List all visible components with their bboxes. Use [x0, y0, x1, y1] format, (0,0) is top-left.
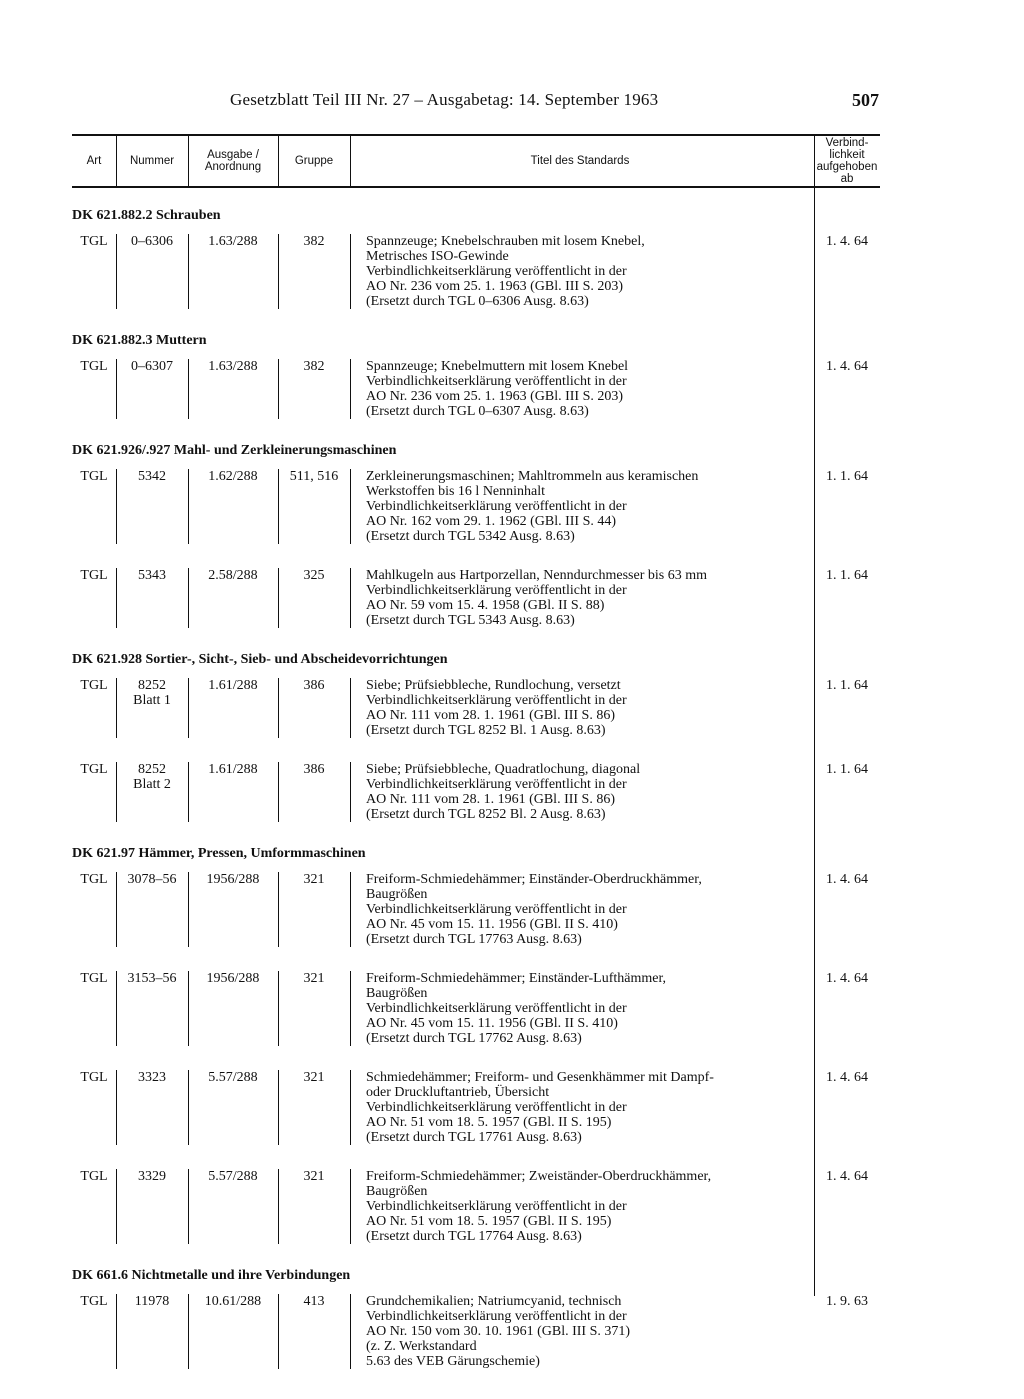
entry-titel: [366, 469, 806, 544]
entry-nummer: [116, 234, 188, 249]
column-rule: [188, 1169, 189, 1244]
entry-titel-line: AO Nr. 236 vom 25. 1. 1963 (GBl. III S. 203): [366, 279, 624, 294]
column-rule: [188, 1070, 189, 1145]
table-row: [72, 234, 880, 309]
column-rule: [350, 971, 351, 1046]
entry-nummer-line: 3323: [138, 1070, 166, 1085]
entry-gruppe: 511, 516: [289, 469, 339, 484]
entry-verbindlichkeit: 1. 4. 64: [826, 359, 868, 374]
entry-gruppe: 321: [303, 872, 325, 887]
entry-verbindlichkeit: 1. 4. 64: [826, 872, 868, 887]
entry-nummer: [116, 568, 188, 583]
entry-titel-line: Baugrößen: [366, 887, 428, 902]
entry-titel-line: Werkstoffen bis 16 l Nenninhalt: [366, 484, 546, 499]
entry-nummer: [116, 1070, 188, 1085]
entry-titel-line: Schmiedehämmer; Freiform- und Gesenkhämmer mit Dampf-: [366, 1070, 714, 1085]
column-rule: [116, 762, 117, 822]
col-gruppe: Gruppe: [294, 154, 334, 167]
entry-titel: [366, 234, 806, 309]
entry-nummer: [116, 678, 188, 708]
entry-titel-line: (Ersetzt durch TGL 0–6307 Ausg. 8.63): [366, 404, 589, 419]
table-row: [72, 1294, 880, 1369]
entry-titel-line: Grundchemikalien; Natriumcyanid, technisch: [366, 1294, 622, 1309]
entry-titel-line: Verbindlichkeitserklärung veröffentlicht in der: [366, 1199, 627, 1214]
column-rule: [278, 469, 279, 544]
entry-titel-line: (Ersetzt durch TGL 17761 Ausg. 8.63): [366, 1130, 582, 1145]
entry-titel-line: AO Nr. 59 vom 15. 4. 1958 (GBl. II S. 88): [366, 598, 605, 613]
column-rule: [350, 1169, 351, 1244]
entry-verbindlichkeit: 1. 4. 64: [826, 1169, 868, 1184]
entry-titel-line: AO Nr. 162 vom 29. 1. 1962 (GBl. III S. 44): [366, 514, 617, 529]
column-rule: [116, 234, 117, 309]
entry-ausgabe: 1.63/288: [208, 359, 258, 374]
column-rule: [350, 234, 351, 309]
column-rule: [350, 1294, 351, 1369]
entry-titel-line: (Ersetzt durch TGL 17763 Ausg. 8.63): [366, 932, 582, 947]
column-rule: [350, 359, 351, 419]
column-rule: [350, 872, 351, 947]
entry-titel-line: Zerkleinerungsmaschinen; Mahltrommeln aus keramischen: [366, 469, 699, 484]
entry-nummer-line: Blatt 1: [133, 693, 171, 708]
column-rule: [116, 359, 117, 419]
entry-art: TGL: [80, 762, 108, 777]
column-rule: [278, 762, 279, 822]
entry-gruppe: 386: [303, 762, 325, 777]
column-rule: [350, 1070, 351, 1145]
entry-titel-line: Spannzeuge; Knebelmuttern mit losem Knebel: [366, 359, 629, 374]
entry-titel-line: Siebe; Prüfsiebbleche, Rundlochung, versetzt: [366, 678, 621, 693]
entry-gruppe: 382: [303, 359, 325, 374]
entry-ausgabe: 2.58/288: [208, 568, 258, 583]
entry-titel: [366, 568, 806, 628]
column-rule: [188, 234, 189, 309]
entry-titel-line: Siebe; Prüfsiebbleche, Quadratlochung, diagonal: [366, 762, 641, 777]
column-rule: [116, 971, 117, 1046]
entry-titel-line: AO Nr. 150 vom 30. 10. 1961 (GBl. III S. 371): [366, 1324, 631, 1339]
entry-titel-line: Freiform-Schmiedehämmer; Zweiständer-Oberdruckhämmer,: [366, 1169, 712, 1184]
entry-nummer: [116, 359, 188, 374]
entry-titel-line: Freiform-Schmiedehämmer; Einständer-Lufthämmer,: [366, 971, 667, 986]
section-heading: DK 621.882.3 Muttern: [72, 333, 207, 348]
entry-gruppe: 321: [303, 1070, 325, 1085]
entry-titel: [366, 971, 806, 1046]
entry-verbindlichkeit: 1. 9. 63: [826, 1294, 868, 1309]
section-heading: DK 621.928 Sortier-, Sicht-, Sieb- und Abscheidevorrichtungen: [72, 652, 448, 667]
column-rule: [188, 359, 189, 419]
entry-titel-line: Verbindlichkeitserklärung veröffentlicht in der: [366, 1001, 627, 1016]
running-title: Gesetzblatt Teil III Nr. 27 – Ausgabetag: 14. September 1963: [230, 90, 659, 109]
column-rule: [278, 568, 279, 628]
column-rule: [116, 469, 117, 544]
entry-titel-line: Mahlkugeln aus Hartporzellan, Nenndurchmesser bis 63 mm: [366, 568, 707, 583]
entry-titel-line: AO Nr. 45 vom 15. 11. 1956 (GBl. II S. 410): [366, 1016, 618, 1031]
entry-verbindlichkeit: 1. 1. 64: [826, 678, 868, 693]
entry-ausgabe: 1956/288: [206, 872, 260, 887]
entry-titel: [366, 678, 806, 738]
entry-verbindlichkeit: 1. 1. 64: [826, 762, 868, 777]
column-rule: [188, 762, 189, 822]
entry-titel-line: Verbindlichkeitserklärung veröffentlicht in der: [366, 499, 627, 514]
entry-titel-line: Baugrößen: [366, 986, 428, 1001]
table-row: [72, 359, 880, 419]
column-rule: [350, 762, 351, 822]
table-row: [72, 1070, 880, 1145]
entry-ausgabe: 5.57/288: [208, 1169, 258, 1184]
entry-titel-line: (Ersetzt durch TGL 17762 Ausg. 8.63): [366, 1031, 582, 1046]
column-rule: [188, 469, 189, 544]
entry-nummer-line: 5342: [138, 469, 166, 484]
entry-titel-line: Spannzeuge; Knebelschrauben mit losem Knebel,: [366, 234, 645, 249]
column-rule: [350, 469, 351, 544]
entry-nummer: [116, 1169, 188, 1184]
column-rule: [278, 1169, 279, 1244]
entry-nummer: [116, 872, 188, 887]
entry-titel-line: AO Nr. 111 vom 28. 1. 1961 (GBl. III S. 86): [366, 792, 616, 807]
entry-verbindlichkeit: 1. 4. 64: [826, 1070, 868, 1085]
column-rule: [116, 872, 117, 947]
col-ausgabe: Ausgabe / Anordnung: [204, 148, 262, 173]
entry-titel-line: Verbindlichkeitserklärung veröffentlicht in der: [366, 264, 627, 279]
column-rule: [278, 971, 279, 1046]
entry-titel: [366, 762, 806, 822]
entry-titel-line: (Ersetzt durch TGL 8252 Bl. 2 Ausg. 8.63): [366, 807, 606, 822]
entry-nummer-line: 0–6307: [131, 359, 173, 374]
column-rule: [116, 1070, 117, 1145]
col-art: Art: [86, 154, 102, 167]
entry-nummer: [116, 469, 188, 484]
entry-titel-line: AO Nr. 51 vom 18. 5. 1957 (GBl. II S. 195): [366, 1214, 612, 1229]
entry-art: TGL: [80, 1169, 108, 1184]
table-row: [72, 872, 880, 947]
entry-nummer-line: Blatt 2: [133, 777, 171, 792]
entry-titel-line: (Ersetzt durch TGL 5342 Ausg. 8.63): [366, 529, 575, 544]
entry-art: TGL: [80, 234, 108, 249]
entry-titel-line: (Ersetzt durch TGL 17764 Ausg. 8.63): [366, 1229, 582, 1244]
entry-titel-line: AO Nr. 236 vom 25. 1. 1963 (GBl. III S. 203): [366, 389, 624, 404]
table-row: [72, 469, 880, 544]
entry-titel-line: Verbindlichkeitserklärung veröffentlicht in der: [366, 1309, 627, 1324]
entry-titel-line: 5.63 des VEB Gärungschemie): [366, 1354, 540, 1369]
entry-nummer: [116, 762, 188, 792]
entry-nummer-line: 0–6306: [131, 234, 173, 249]
col-titel: Titel des Standards: [530, 154, 630, 167]
entry-art: TGL: [80, 971, 108, 986]
entry-titel-line: (Ersetzt durch TGL 8252 Bl. 1 Ausg. 8.63): [366, 723, 606, 738]
entry-nummer: [116, 1294, 188, 1309]
column-rule: [116, 678, 117, 738]
entry-nummer-line: 8252: [138, 762, 166, 777]
entry-nummer-line: 3153–56: [127, 971, 177, 986]
entry-titel-line: (Ersetzt durch TGL 0–6306 Ausg. 8.63): [366, 294, 589, 309]
entry-titel-line: Verbindlichkeitserklärung veröffentlicht in der: [366, 1100, 627, 1115]
table-row: [72, 1169, 880, 1244]
column-rule: [350, 568, 351, 628]
entry-art: TGL: [80, 872, 108, 887]
entry-art: TGL: [80, 359, 108, 374]
entry-verbindlichkeit: 1. 4. 64: [826, 234, 868, 249]
entry-titel-line: oder Druckluftantrieb, Übersicht: [366, 1085, 550, 1100]
entry-gruppe: 382: [303, 234, 325, 249]
entry-verbindlichkeit: 1. 4. 64: [826, 971, 868, 986]
entry-titel-line: Baugrößen: [366, 1184, 428, 1199]
entry-gruppe: 386: [303, 678, 325, 693]
column-rule: [116, 1169, 117, 1244]
entry-titel-line: Metrisches ISO-Gewinde: [366, 249, 509, 264]
table-body: [72, 184, 880, 1393]
entry-art: TGL: [80, 678, 108, 693]
entry-ausgabe: 1956/288: [206, 971, 260, 986]
entry-titel: [366, 359, 806, 419]
column-rule: [278, 359, 279, 419]
entry-nummer-line: 8252: [138, 678, 166, 693]
table-row: [72, 762, 880, 822]
table-row: [72, 568, 880, 628]
table-row: [72, 678, 880, 738]
column-rule: [188, 971, 189, 1046]
entry-nummer-line: 3078–56: [127, 872, 177, 887]
entry-titel-line: Verbindlichkeitserklärung veröffentlicht in der: [366, 374, 627, 389]
entry-titel-line: Verbindlichkeitserklärung veröffentlicht in der: [366, 693, 627, 708]
entry-nummer-line: 3329: [138, 1169, 166, 1184]
column-rule: [350, 678, 351, 738]
column-rule: [188, 872, 189, 947]
table-header: [72, 134, 880, 188]
column-rule: [278, 1070, 279, 1145]
table-row: [72, 971, 880, 1046]
entry-gruppe: 321: [303, 1169, 325, 1184]
column-rule: [188, 678, 189, 738]
section-heading: DK 661.6 Nichtmetalle und ihre Verbindungen: [72, 1268, 351, 1283]
entry-titel: [366, 1169, 806, 1244]
entry-art: TGL: [80, 1070, 108, 1085]
entry-verbindlichkeit: 1. 1. 64: [826, 568, 868, 583]
entry-titel-line: Freiform-Schmiedehämmer; Einständer-Oberdruckhämmer,: [366, 872, 702, 887]
entry-verbindlichkeit: 1. 1. 64: [826, 469, 868, 484]
entry-ausgabe: 1.62/288: [208, 469, 258, 484]
entry-ausgabe: 5.57/288: [208, 1070, 258, 1085]
entry-titel-line: AO Nr. 45 vom 15. 11. 1956 (GBl. II S. 410): [366, 917, 618, 932]
col-verbindlichkeit: Verbindlichkeit aufgehoben ab: [816, 136, 878, 186]
column-rule: [278, 678, 279, 738]
entry-art: TGL: [80, 1294, 108, 1309]
entry-gruppe: 321: [303, 971, 325, 986]
section-heading: DK 621.882.2 Schrauben: [72, 208, 221, 223]
entry-titel-line: AO Nr. 111 vom 28. 1. 1961 (GBl. III S. 86): [366, 708, 616, 723]
entry-ausgabe: 1.61/288: [208, 762, 258, 777]
column-rule: [188, 1294, 189, 1369]
entry-ausgabe: 1.63/288: [208, 234, 258, 249]
entry-titel-line: (z. Z. Werkstandard: [366, 1339, 477, 1354]
section-heading: DK 621.97 Hämmer, Pressen, Umformmaschinen: [72, 846, 366, 861]
entry-nummer: [116, 971, 188, 986]
column-rule: [188, 568, 189, 628]
entry-gruppe: 413: [303, 1294, 325, 1309]
column-rule: [116, 568, 117, 628]
column-rule: [278, 872, 279, 947]
entry-titel: [366, 1294, 806, 1369]
entry-titel-line: (Ersetzt durch TGL 5343 Ausg. 8.63): [366, 613, 575, 628]
entry-nummer-line: 5343: [138, 568, 166, 583]
section-heading: DK 621.926/.927 Mahl- und Zerkleinerungsmaschinen: [72, 443, 397, 458]
entry-art: TGL: [80, 469, 108, 484]
entry-titel-line: AO Nr. 51 vom 18. 5. 1957 (GBl. II S. 195): [366, 1115, 612, 1130]
page-number: 507: [852, 90, 879, 110]
col-nummer: Nummer: [129, 154, 175, 167]
entry-ausgabe: 10.61/288: [204, 1294, 262, 1309]
entry-titel: [366, 872, 806, 947]
entry-titel-line: Verbindlichkeitserklärung veröffentlicht in der: [366, 583, 627, 598]
column-rule: [116, 1294, 117, 1369]
entry-ausgabe: 1.61/288: [208, 678, 258, 693]
entry-titel-line: Verbindlichkeitserklärung veröffentlicht in der: [366, 902, 627, 917]
entry-nummer-line: 11978: [134, 1294, 170, 1309]
column-rule: [278, 234, 279, 309]
entry-titel-line: Verbindlichkeitserklärung veröffentlicht in der: [366, 777, 627, 792]
entry-art: TGL: [80, 568, 108, 583]
entry-gruppe: 325: [303, 568, 325, 583]
entry-titel: [366, 1070, 806, 1145]
column-rule: [278, 1294, 279, 1369]
